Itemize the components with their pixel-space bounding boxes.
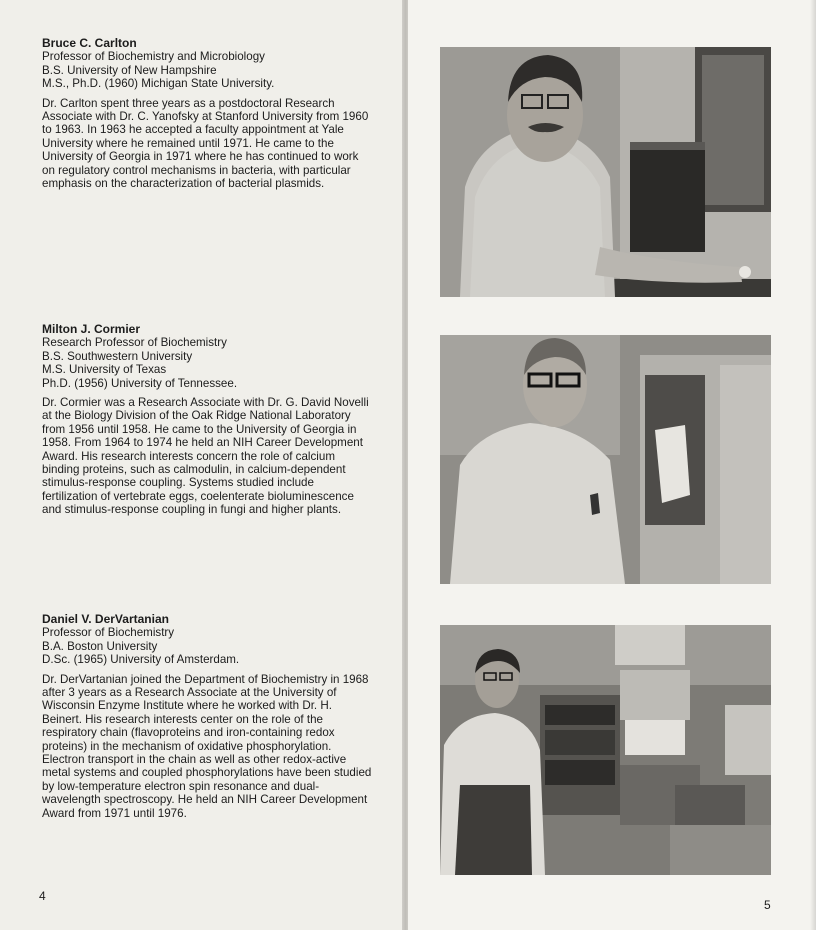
page-number-right: 5	[764, 898, 771, 912]
bio-carlton	[42, 37, 372, 190]
faculty-name: Milton J. Cormier	[42, 322, 141, 336]
portrait-photo-dervartanian	[440, 625, 771, 875]
faculty-degree: D.Sc. (1965) University of Amsterdam.	[42, 653, 240, 667]
page-number-left: 4	[39, 889, 46, 903]
page-edge	[810, 0, 816, 930]
faculty-degree: M.S., Ph.D. (1960) Michigan State University.	[42, 77, 275, 91]
faculty-degree: Ph.D. (1956) University of Tennessee.	[42, 376, 238, 390]
faculty-title: Professor of Biochemistry	[42, 626, 175, 640]
photo-dervartanian-image	[440, 625, 771, 875]
faculty-degree: B.S. Southwestern University	[42, 349, 193, 363]
faculty-name: Daniel V. DerVartanian	[42, 612, 169, 626]
faculty-title: Professor of Biochemistry and Microbiology	[42, 50, 265, 64]
faculty-degree: M.S. University of Texas	[42, 363, 167, 377]
faculty-degree: B.A. Boston University	[42, 639, 158, 653]
faculty-description: Dr. Cormier was a Research Associate with Dr. G. David Novelli at the Biology Division of the Oak Ridge National Laboratory from 1956 until 1958. He came to the University of Georgia in 1958. From 1964 to 1974 he held an NIH Career Development Award. His research interests concern the role of calcium binding proteins, such as calmodulin, in calcium-dependent stimulus-response coupling. Systems studied include fertilization of vertebrate eggs, coelenterate bioluminescence and stimulus-response coupling in fungi and higher plants.	[42, 396, 369, 517]
photo-cormier-image	[440, 335, 771, 584]
bio-dervartanian	[42, 613, 372, 820]
faculty-name: Bruce C. Carlton	[42, 36, 137, 50]
faculty-title: Research Professor of Biochemistry	[42, 336, 227, 350]
faculty-description: Dr. Carlton spent three years as a postdoctoral Research Associate with Dr. C. Yanofsky at Stanford University from 1960 to 1963. In 1963 he accepted a faculty appointment at Yale University where he remained until 1971. He came to the University of Georgia in 1971 where he has continued to work on regulatory control mechanisms in bacteria, with particular emphasis on the characterization of bacterial plasmids.	[42, 96, 369, 191]
portrait-photo-carlton	[440, 47, 771, 297]
portrait-photo-cormier	[440, 335, 771, 584]
faculty-degree: B.S. University of New Hampshire	[42, 63, 217, 77]
faculty-description: Dr. DerVartanian joined the Department of Biochemistry in 1968 after 3 years as a Research Associate at the University of Wisconsin Enzyme Institute where he worked with Dr. H. Beinert. His research interests center on the role of the respiratory chain (flavoproteins and iron-containing redox proteins) in the mechanism of oxidative phosphorylation. Electron transport in the chain as well as other redox-active metal systems and coupled phosphorylations have been studied by low-temperature electron spin resonance and dual-wavelength spectroscopy. He held an NIH Career Development Award from 1971 until 1976.	[42, 672, 372, 820]
left-page	[0, 0, 404, 930]
bio-cormier	[42, 323, 372, 517]
photo-carlton-image	[440, 47, 771, 297]
